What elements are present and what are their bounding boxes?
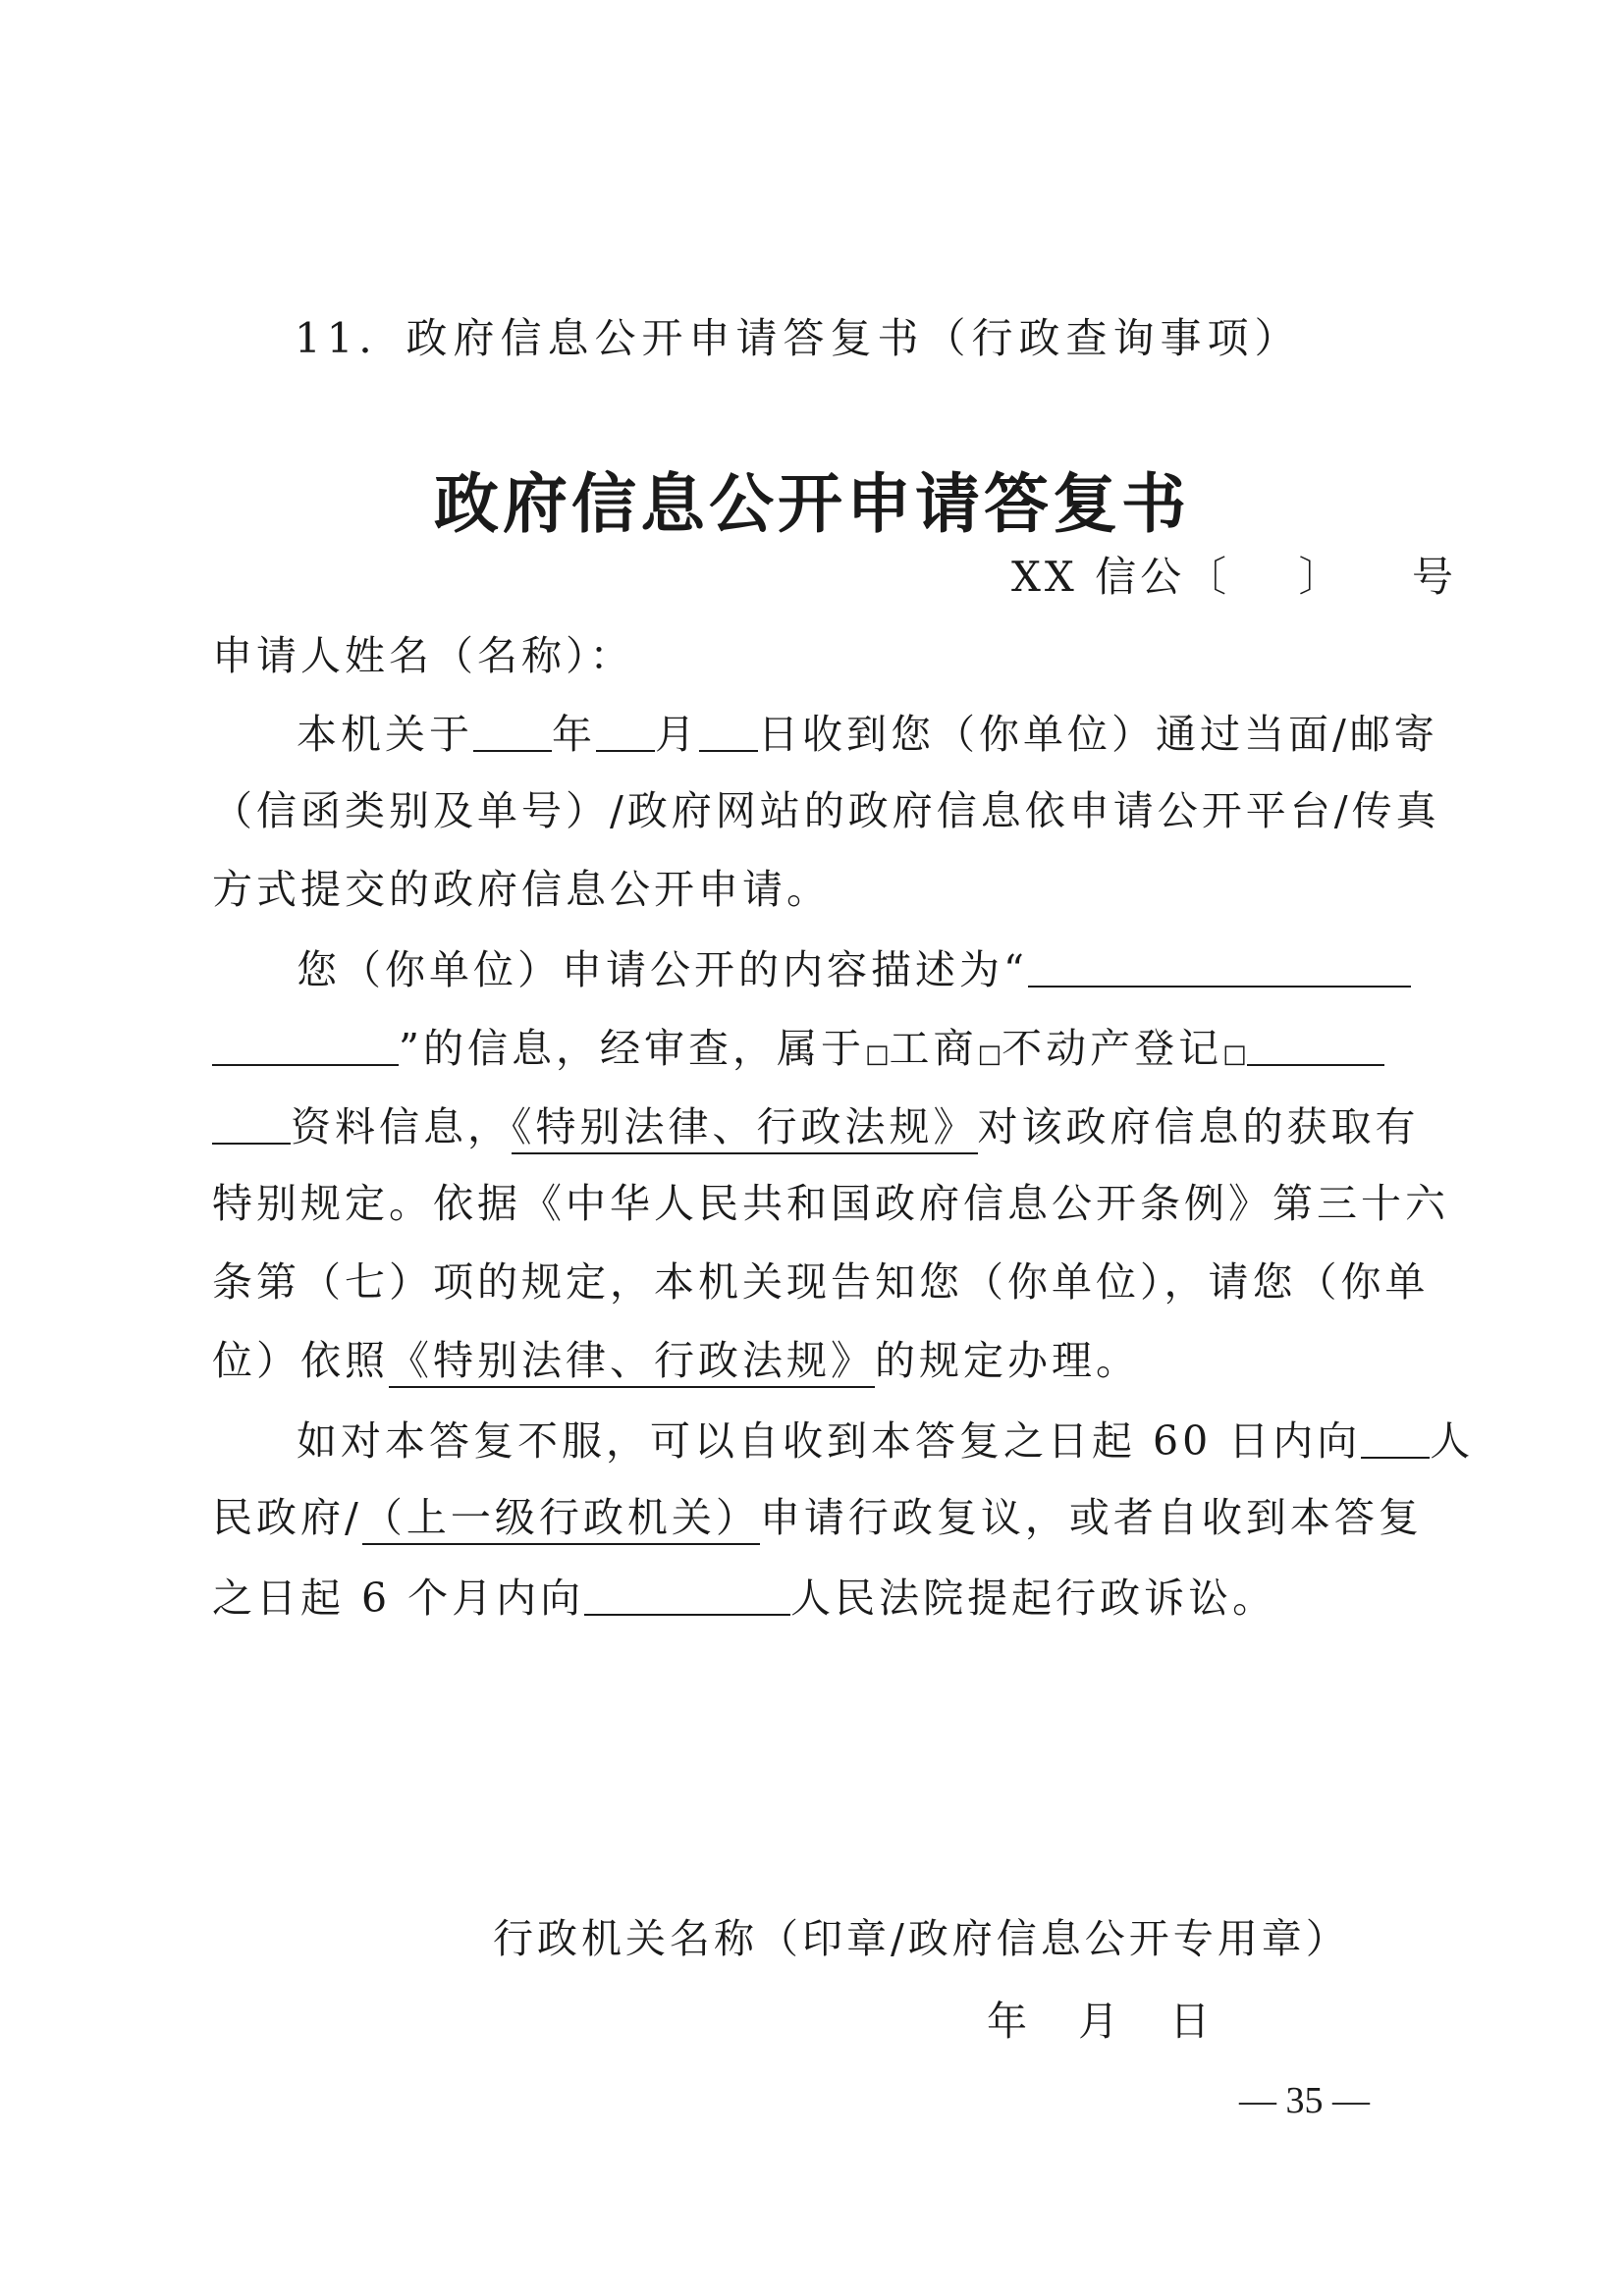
issuing-authority: 行政机关名称（印章/政府信息公开专用章）	[493, 1915, 1350, 1962]
content-blank-1	[1028, 948, 1411, 988]
law-text: 对该政府信息的获取有	[977, 1103, 1420, 1150]
material-info: 资料信息，	[291, 1103, 512, 1150]
option-business: 工商	[889, 1025, 978, 1072]
document-title: 政府信息公开申请答复书	[434, 466, 1190, 542]
lawsuit-prefix: 之日起 6 个月内向	[212, 1575, 585, 1622]
other-blank-1	[1247, 1027, 1384, 1066]
remedy-person: 人	[1430, 1417, 1475, 1465]
lawsuit-suffix: 人民法院提起行政诉讼。	[790, 1575, 1277, 1622]
checkbox-icon: □	[864, 1040, 890, 1069]
month-blank	[596, 713, 655, 752]
para2-line6	[212, 1337, 1140, 1384]
superior-agency: （上一级行政机关）	[362, 1494, 760, 1545]
issue-date: 年 月 日	[987, 1998, 1211, 2045]
para2-line3	[212, 1105, 1420, 1148]
year-blank	[473, 713, 552, 752]
document-number: XX 信公〔 〕 号	[1011, 553, 1457, 601]
government-blank	[1361, 1419, 1430, 1459]
special-law: 《特别法律、行政法规》	[389, 1337, 875, 1388]
option-real-estate: 不动产登记	[1001, 1025, 1223, 1072]
government-label: 民政府/	[212, 1494, 362, 1541]
receipt-method: 日收到您（你单位）通过当面/邮寄	[758, 711, 1438, 758]
content-prefix: 您（你单位）申请公开的内容描述为“	[297, 946, 1028, 993]
special-law: 《特别法律、行政法规》	[512, 1103, 978, 1154]
review-application: 申请行政复议，或者自收到本答复	[759, 1494, 1423, 1541]
other-blank-2	[212, 1105, 291, 1145]
month-label: 月	[655, 711, 699, 758]
remedy-prefix: 如对本答复不服，可以自收到本答复之日起 60 日内向	[297, 1417, 1362, 1465]
para2-line2	[212, 1027, 1384, 1075]
year-label: 年	[552, 711, 596, 758]
court-blank	[584, 1576, 790, 1616]
salutation: 申请人姓名（名称）：	[212, 632, 634, 679]
day-blank	[699, 713, 758, 752]
para2-line1	[297, 946, 1411, 993]
comply-suffix: 的规定办理。	[875, 1337, 1140, 1384]
receipt-prefix: 本机关于	[297, 711, 473, 758]
checkbox-icon: □	[977, 1040, 1002, 1069]
para3-line1	[297, 1417, 1475, 1465]
para3-line3	[212, 1575, 1277, 1622]
page-number: — 35 —	[1239, 2080, 1370, 2121]
para1-line3: 方式提交的政府信息公开申请。	[212, 866, 831, 913]
comply-prefix: 位）依照	[212, 1337, 389, 1384]
para1-line1	[297, 711, 1438, 758]
para1-line2: （信函类别及单号）/政府网站的政府信息依申请公开平台/传真	[212, 787, 1440, 834]
para2-line4: 特别规定。依据《中华人民共和国政府信息公开条例》第三十六	[212, 1180, 1449, 1227]
checkbox-icon: □	[1222, 1040, 1247, 1069]
content-blank-2	[212, 1027, 399, 1066]
review-text: ”的信息，经审查，属于	[399, 1025, 865, 1072]
para2-line5: 条第（七）项的规定，本机关现告知您（你单位），请您（你单	[212, 1258, 1430, 1306]
para3-line2	[212, 1494, 1423, 1541]
section-label: 11．政府信息公开申请答复书（行政查询事项）	[295, 314, 1302, 362]
